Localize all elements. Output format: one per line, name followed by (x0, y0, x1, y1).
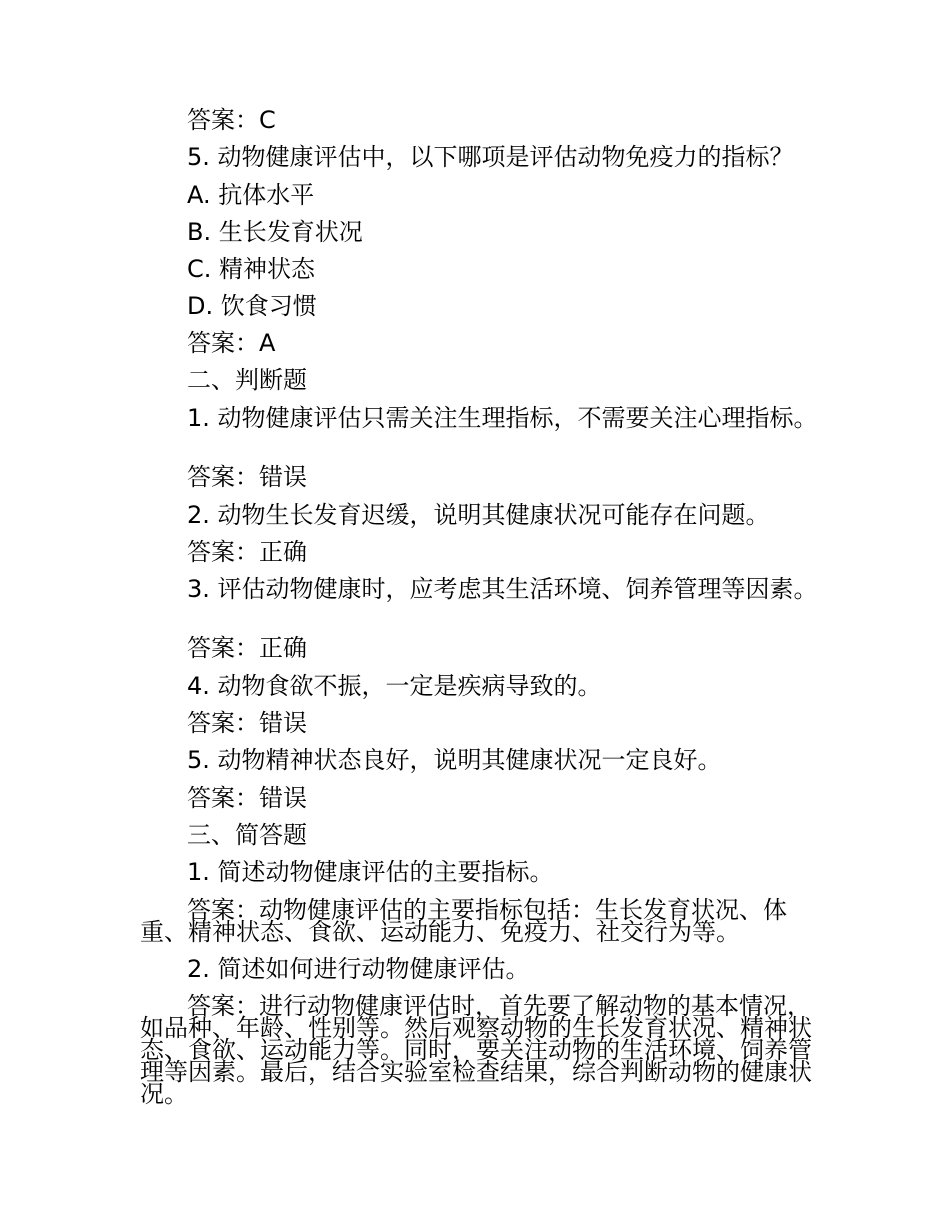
answer-line: 答案：正确 (187, 634, 307, 662)
answer-line: 答案：错误 (187, 709, 307, 737)
short-question-1: 1. 简述动物健康评估的主要指标。 (187, 858, 554, 886)
answer-line: 答案：错误 (187, 463, 307, 491)
judgement-question-4: 4. 动物食欲不振，一定是疾病导致的。 (187, 672, 602, 700)
judgement-question-2: 2. 动物生长发育迟缓，说明其健康状况可能存在问题。 (187, 501, 770, 529)
option-a: A. 抗体水平 (187, 181, 315, 209)
judgement-question-1: 1. 动物健康评估只需关注生理指标，不需要关注心理指标。 (187, 404, 818, 432)
short-question-2: 2. 简述如何进行动物健康评估。 (187, 955, 530, 983)
answer-line: 答案：A (187, 329, 276, 357)
short-answer-2: 答案：进行动物健康评估时，首先要了解动物的基本情况，如品种、年龄、性别等。然后观察动物的生长发育状况、精神状态、食欲、运动能力等。同时，要关注动物的生活环境、饲养管理等因素。最后，结合实验室检查结果，综合判断动物的健康状况。 (140, 992, 812, 1108)
question-5: 5. 动物健康评估中，以下哪项是评估动物免疫力的指标？ (187, 143, 794, 171)
judgement-question-5: 5. 动物精神状态良好，说明其健康状况一定良好。 (187, 746, 722, 774)
section-heading: 二、判断题 (187, 366, 307, 394)
answer-line: 答案：正确 (187, 538, 307, 566)
section-heading: 三、简答题 (187, 821, 307, 849)
judgement-question-3: 3. 评估动物健康时，应考虑其生活环境、饲养管理等因素。 (187, 575, 818, 603)
option-b: B. 生长发育状况 (187, 218, 363, 246)
option-c: C. 精神状态 (187, 255, 316, 283)
option-d: D. 饮食习惯 (187, 292, 317, 320)
short-answer-1: 答案：动物健康评估的主要指标包括：生长发育状况、体重、精神状态、食欲、运动能力、免疫力、社交行为等。 (140, 896, 787, 946)
answer-line: 答案：错误 (187, 784, 307, 812)
answer-line: 答案：C (187, 106, 276, 134)
